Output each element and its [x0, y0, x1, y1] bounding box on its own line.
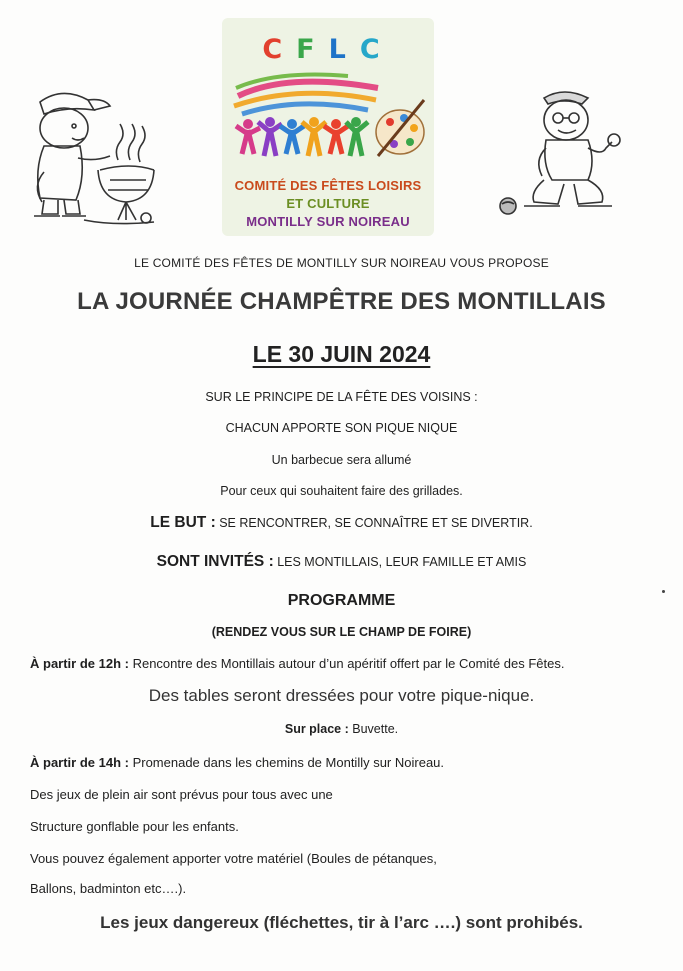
logo-text-line1: COMITÉ DES FÊTES LOISIRS — [234, 178, 422, 193]
logo-letters — [222, 34, 434, 65]
logo-text-line3: MONTILLY SUR NOIREAU — [246, 214, 410, 229]
goal-label: LE BUT : — [150, 514, 216, 531]
cflc-logo — [222, 18, 434, 236]
warning-text: Les jeux dangereux (fléchettes, tir à l’arc ….) sont prohibés. — [100, 913, 583, 932]
onsite-line — [0, 722, 683, 736]
logo-letter-c2: C — [359, 34, 394, 65]
games-line-4: Ballons, badminton etc….). — [30, 881, 187, 896]
meeting-place: (RENDEZ VOUS SUR LE CHAMP DE FOIRE) — [211, 625, 472, 639]
slot-12h-label: À partir de 12h : — [30, 656, 129, 671]
event-date-text: LE 30 JUIN 2024 — [252, 341, 431, 367]
goal-line — [0, 514, 683, 532]
logo-letter-l: L — [328, 34, 360, 65]
intro-text: LE COMITÉ DES FÊTES DE MONTILLY SUR NOIREAU VOUS PROPOSE — [134, 256, 549, 270]
logo-letter-c: C — [262, 34, 297, 65]
grillades-text: Pour ceux qui souhaitent faire des grillades. — [220, 484, 463, 498]
slot-14h — [30, 755, 444, 770]
principle-text: SUR LE PRINCIPE DE LA FÊTE DES VOISINS : — [205, 390, 478, 404]
barbecue-man-icon — [14, 80, 164, 230]
games-line-3: Vous pouvez également apporter votre matériel (Boules de pétanques, — [30, 851, 437, 866]
each-brings-text: CHACUN APPORTE SON PIQUE NIQUE — [225, 421, 458, 435]
slot-12h-text: Rencontre des Montillais autour d’un apéritif offert par le Comité des Fêtes. — [128, 656, 565, 671]
programme-heading: PROGRAMME — [287, 592, 396, 609]
invited-label: SONT INVITÉS : — [156, 553, 274, 570]
onsite-text: Buvette. — [348, 722, 399, 736]
logo-text-line2: ET CULTURE — [286, 196, 370, 211]
invited-line — [0, 553, 683, 571]
event-date — [0, 341, 683, 368]
petanque-player-icon — [494, 84, 644, 224]
onsite-label: Sur place : — [284, 722, 349, 736]
scan-speck — [662, 590, 665, 593]
barbecue-text: Un barbecue sera allumé — [271, 453, 412, 467]
invited-text: LES MONTILLAIS, LEUR FAMILLE ET AMIS — [273, 555, 527, 569]
slot-14h-label: À partir de 14h : — [30, 755, 129, 770]
games-line-1: Des jeux de plein air sont prévus pour tous avec une — [30, 787, 333, 802]
logo-letter-f: F — [296, 34, 329, 65]
slot-12h — [30, 656, 564, 671]
goal-text: SE RENCONTRER, SE CONNAÎTRE ET SE DIVERTIR. — [215, 516, 533, 530]
dancing-people-palette-icon — [228, 66, 428, 174]
slot-14h-text: Promenade dans les chemins de Montilly sur Noireau. — [128, 755, 445, 770]
tables-text: Des tables seront dressées pour votre pique-nique. — [148, 686, 535, 705]
event-title: LA JOURNÉE CHAMPÊTRE DES MONTILLAIS — [77, 288, 606, 315]
games-line-2: Structure gonflable pour les enfants. — [30, 819, 239, 834]
